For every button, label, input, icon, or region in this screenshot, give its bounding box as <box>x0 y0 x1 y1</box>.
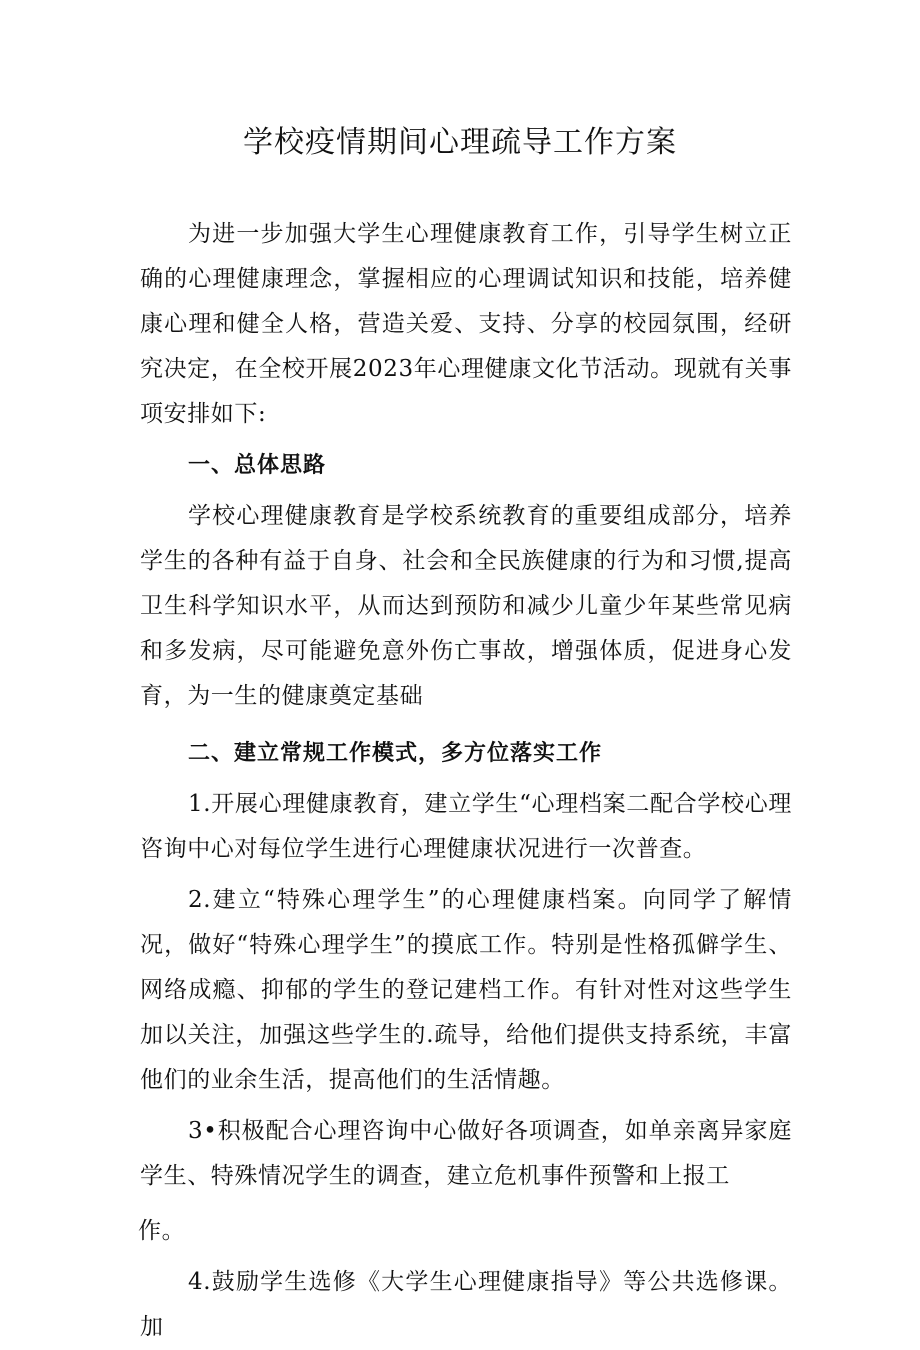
list-item-2: 2.建立“特殊心理学生”的心理健康档案。向同学了解情况，做好“特殊心理学生”的摸底工作。特别是性格孤僻学生、网络成瘾、抑郁的学生的登记建档工作。有针对性对这些学生加以关注，加强这些学生的.疏导，给他们提供支持系统，丰富他们的业余生活，提高他们的生活情趣。 <box>140 887 792 1093</box>
document-title: 学校疫情期间心理疏导工作方案 <box>243 125 677 160</box>
list-item-4: 4.鼓励学生选修《大学生心理健康指导》等公共选修课。加 <box>140 1269 792 1340</box>
list-item-1: 1.开展心理健康教育，建立学生“心理档案二配合学校心理咨询中心对每位学生进行心理健康状况进行一次普查。 <box>140 791 792 862</box>
document-body <box>140 212 792 1350</box>
section1-paragraph: 学校心理健康教育是学校系统教育的重要组成部分，培养学生的各种有益于自身、社会和全民族健康的行为和习惯,提高卫生科学知识水平，从而达到预防和减少儿童少年某些常见病和多发病，尽可能避免意外伤亡事故，增强体质，促进身心发育，为一生的健康奠定基础 <box>140 503 792 709</box>
list-item-3-tail: 作。 <box>138 1218 186 1244</box>
section-heading-overall-approach: 一、总体思路 <box>188 453 327 478</box>
list-item-3: 3•积极配合心理咨询中心做好各项调查，如单亲离异家庭学生、特殊情况学生的调查，建立危机事件预警和上报工 <box>140 1118 792 1189</box>
section-heading-work-mode: 二、建立常规工作模式，多方位落实工作 <box>188 741 603 766</box>
intro-paragraph: 为进一步加强大学生心理健康教育工作，引导学生树立正确的心理健康理念，掌握相应的心理调试知识和技能，培养健康心理和健全人格，营造关爱、支持、分享的校园氛围，经研究决定，在全校开展2023年心理健康文化节活动。现就有关事项安排如下: <box>140 221 792 427</box>
